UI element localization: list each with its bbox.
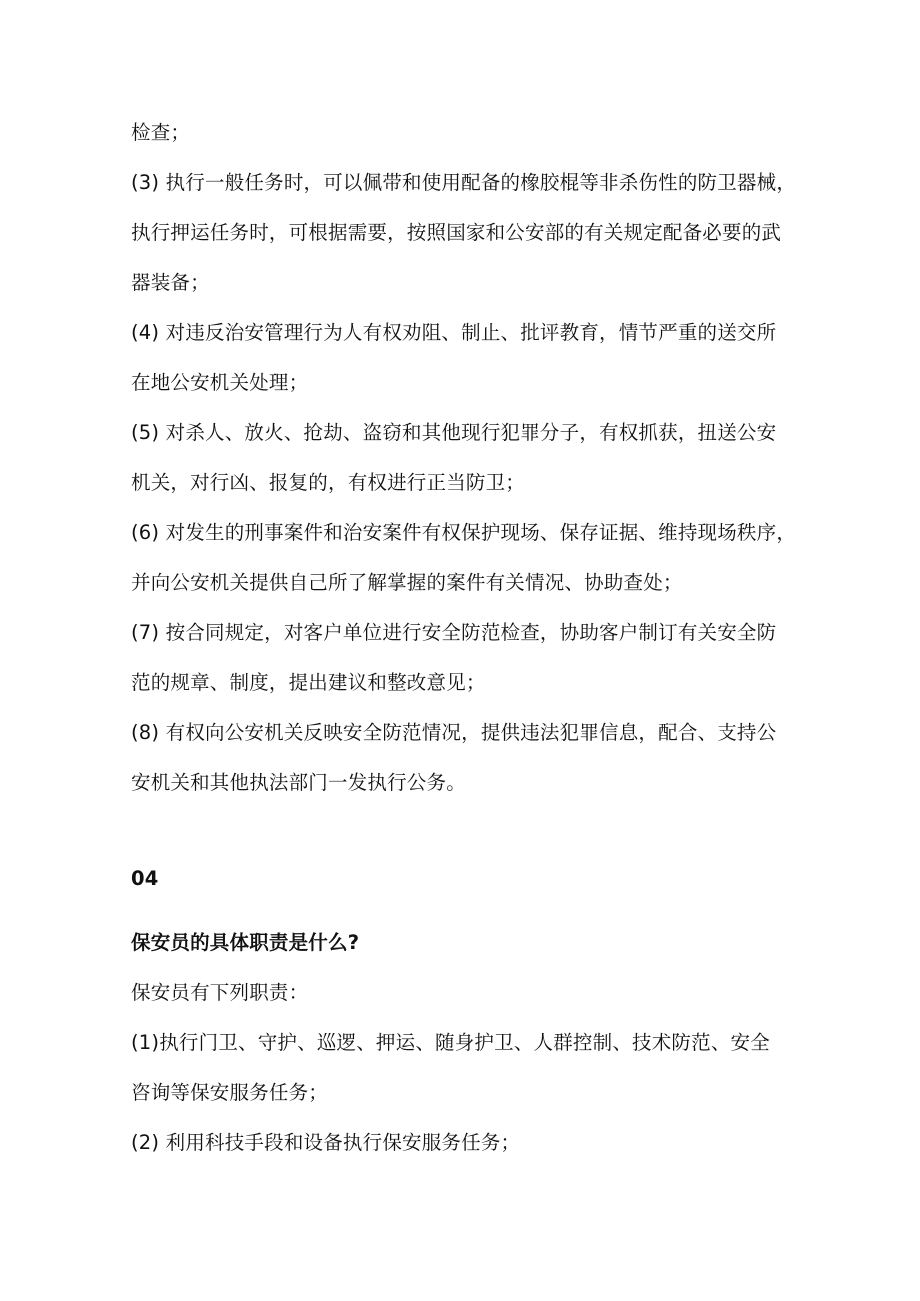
text-line: (8) 有权向公安机关反映安全防范情况，提供违法犯罪信息，配合、支持公 [131, 721, 777, 744]
text-line: (2) 利用科技手段和设备执行保安服务任务； [131, 1131, 521, 1154]
text-line: 并向公安机关提供自己所了解掌握的案件有关情况、协助查处； [131, 571, 683, 594]
text-line: 咨询等保安服务任务； [131, 1081, 329, 1104]
text-line: (1)执行门卫、守护、巡逻、押运、随身护卫、人群控制、技术防范、安全 [131, 1031, 770, 1054]
text-line: (3) 执行一般任务时，可以佩带和使用配备的橡胶棍等非杀伤性的防卫器械， [131, 171, 797, 194]
section-title: 保安员的具体职责是什么? [131, 931, 360, 954]
text-line: 检查； [131, 121, 191, 144]
text-line: 机关，对行凶、报复的，有权进行正当防卫； [131, 471, 526, 494]
text-line: 安机关和其他执法部门一发执行公务。 [131, 771, 466, 794]
text-line: 执行押运任务时，可根据需要，按照国家和公安部的有关规定配备必要的武 [131, 221, 782, 244]
text-line: (5) 对杀人、放火、抢劫、盗窃和其他现行犯罪分子，有权抓获，扭送公安 [131, 421, 777, 444]
text-line: 器装备； [131, 271, 210, 294]
text-line: (4) 对违反治安管理行为人有权劝阻、制止、批评教育，情节严重的送交所 [131, 321, 777, 344]
text-line: 在地公安机关处理； [131, 371, 309, 394]
text-line: 保安员有下列职责： [131, 981, 309, 1004]
text-line: 范的规章、制度，提出建议和整改意见； [131, 671, 486, 694]
text-line: (6) 对发生的刑事案件和治安案件有权保护现场、保存证据、维持现场秩序， [131, 521, 797, 544]
text-line: (7) 按合同规定，对客户单位进行安全防范检查，协助客户制订有关安全防 [131, 621, 777, 644]
section-number: 04 [131, 867, 159, 890]
